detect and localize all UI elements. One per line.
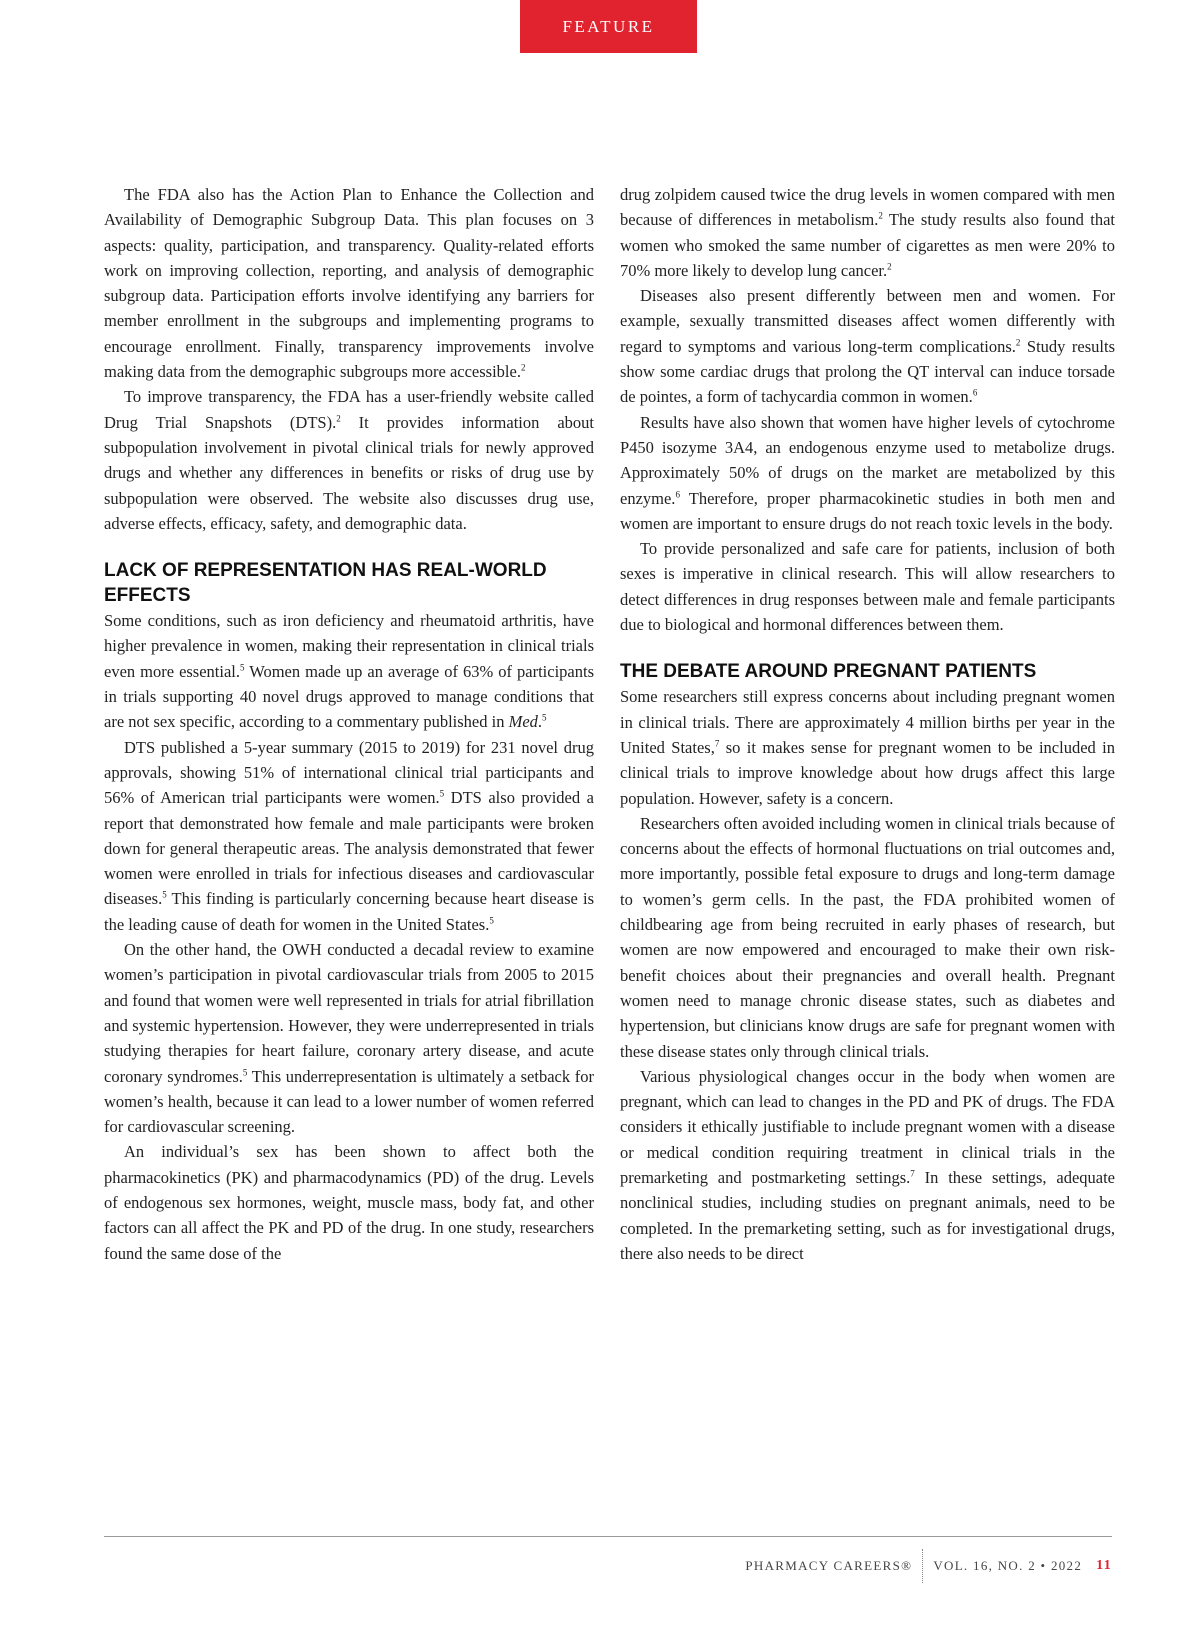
citation-ref: 5 [162, 889, 167, 900]
footer-divider [104, 1536, 1112, 1537]
citation-ref: 2 [1015, 337, 1021, 348]
citation-ref: 6 [972, 387, 978, 398]
paragraph: To improve transparency, the FDA has a user-friendly website called Drug Trial Snapshots (DTS).$^2$ It provides information about subpopulation involvement in pivotal clinical trials for newly approved drugs and whether any differences in benefits or risks of drug use by subpopulation were observed. The website also discusses drug use, adverse effects, efficacy, safety, and demographic data. [104, 387, 595, 533]
citation-ref: 5 [542, 712, 547, 723]
citation-ref: 7 [714, 738, 720, 749]
citation-ref: 5 [489, 915, 494, 926]
footer-separator [922, 1549, 923, 1583]
paragraph: To provide personalized and safe care for patients, inclusion of both sexes is imperative in clinical research. This will allow researchers to detect differences in drug responses between male and female participants due to biological and hormonal differences between them. [620, 539, 1115, 635]
page-number: 11 [1096, 1558, 1112, 1573]
citation-ref: 2 [878, 210, 883, 221]
citation-ref: 5 [240, 662, 245, 673]
section-tab: FEATURE [520, 0, 697, 53]
citation-ref: 2 [887, 261, 892, 272]
paragraph: On the other hand, the OWH conducted a decadal review to examine women’s participation in pivotal cardiovascular trials from 2005 to 2015 and found that women were well represented in trials for atrial fibrillation and systemic hypertension. However, they were underrepresented in trials studying therapies for heart failure, coronary artery disease, and acute coronary syndromes.$^5$ This underrepresentation is ultimately a setback for women’s health, because it can lead to a lower number of women referred for cardiovascular screening. [104, 940, 594, 1137]
paragraph: Some conditions, such as iron deficiency and rheumatoid arthritis, have higher prevalence in women, making their representation in clinical trials even more essential.$^5$ Women made up an average of 63% of participants in trials supporting 40 novel drugs approved to manage conditions that are not sex specific, according to a commentary published in Med.$^5$ [104, 611, 594, 732]
section-heading: THE DEBATE AROUND PREGNANT PATIENTS [620, 661, 1037, 683]
left-column [104, 182, 594, 1266]
citation-ref: 6 [675, 489, 680, 500]
paragraph: Researchers often avoided including women in clinical trials because of concerns about the effects of hormonal fluctuations on trial outcomes and, more importantly, possible fetal exposure to drugs and long-term damage to women’s germ cells. In the past, the FDA prohibited women of childbearing age from being recruited in early phases of research, but women are now empowered and encouraged to make their own risk-benefit choices about their pregnancies and overall health. Pregnant women need to manage chronic disease states, such as diabetes and hypertension, but clinicians know drugs are safe for pregnant women with these disease states only through clinical trials. [620, 813, 1115, 1061]
paragraph: Various physiological changes occur in the body when women are pregnant, which can lead to changes in the PD and PK of drugs. The FDA considers it ethically justifiable to include pregnant women with a disease or medical condition requiring treatment in clinical trials in the premarketing and postmarketing settings.$^7$ In these settings, adequate nonclinical studies, including studies on pregnant animals, need to be completed. In the premarketing setting, such as for investigational drugs, there also needs to be direct [620, 1066, 1115, 1263]
citation-ref: 2 [336, 413, 341, 424]
paragraph: Some researchers still express concerns about including pregnant women in clinical trials. There are approximately 4 million births per year in the United States,$^7$ so it makes sense for pregnant women to be included in clinical trials to improve knowledge about how drugs affect this large population. However, safety is a concern. [620, 687, 1115, 808]
publication-name: PHARMACY CAREERS® [745, 1558, 913, 1573]
section-heading: LACK OF REPRESENTATION HAS REAL-WORLD EFFECTS [104, 560, 547, 607]
citation-ref: 7 [910, 1168, 915, 1179]
paragraph: DTS published a 5-year summary (2015 to 2019) for 231 novel drug approvals, showing 51% of international clinical trial participants and 56% of American trial participants were women.$^5$ DTS also provided a report that demonstrated how female and male participants were broken down for general therapeutic areas. The analysis demonstrated that fewer women were enrolled in trials for infectious diseases and cardiovascular diseases.$^5$ This finding is particularly concerning because heart disease is the leading cause of death for women in the United States.$^5$ [104, 737, 594, 934]
right-column [620, 182, 1115, 1266]
paragraph: The FDA also has the Action Plan to Enhance the Collection and Availability of Demographic Subgroup Data. This plan focuses on 3 aspects: quality, participation, and transparency. Quality-related efforts work on improving collection, reporting, and analysis of demographic subgroup data. Participation efforts involve identifying any barriers for member enrollment in the subgroups and implementing programs to encourage enrollment. Finally, transparency improvements involve making data from the demographic subgroups more accessible.$^2$ [104, 185, 594, 382]
page-footer [745, 1556, 1112, 1576]
paragraph: Results have also shown that women have higher levels of cytochrome P450 isozyme 3A4, an endogenous enzyme used to metabolize drugs. Approximately 50% of drugs on the market are metabolized by this enzyme.$^6$ Therefore, proper pharmacokinetic studies in both men and women are important to ensure drugs do not reach toxic levels in the body. [620, 412, 1115, 533]
paragraph: drug zolpidem caused twice the drug levels in women compared with men because of differences in metabolism.$^2$ The study results also found that women who smoked the same number of cigarettes as men were 20% to 70% more likely to develop lung cancer.$^2$ [620, 185, 1115, 280]
citation-ref: 5 [242, 1067, 248, 1077]
paragraph: An individual’s sex has been shown to affect both the pharmacokinetics (PK) and pharmacodynamics (PD) of the drug. Levels of endogenous sex hormones, weight, muscle mass, body fat, and other factors can all affect the PK and PD of the drug. In one study, researchers found the same dose of the [104, 1142, 594, 1263]
citation-ref: 5 [439, 788, 445, 799]
paragraph: Diseases also present differently between men and women. For example, sexually transmitted diseases affect women differently with regard to symptoms and various long-term complications.$^2$ Study results show some cardiac drugs that prolong the QT interval can induce torsade de pointes, a form of tachycardia common in women.$^6$ [620, 286, 1115, 407]
citation-ref: 2 [520, 362, 526, 373]
issue-info: VOL. 16, NO. 2 • 2022 [933, 1558, 1083, 1573]
